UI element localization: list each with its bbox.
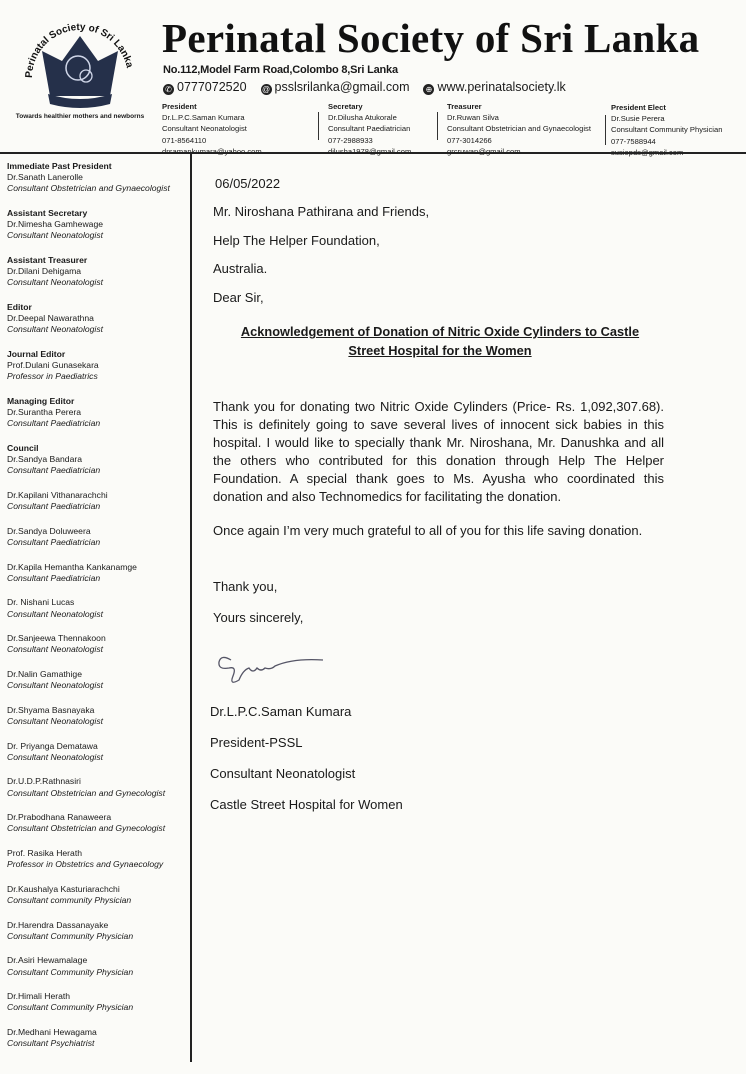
subject-line: Acknowledgement of Donation of Nitric Oxide Cylinders to Castle [240,324,640,339]
council-sidebar [7,161,189,1063]
phone-icon: ✆ [163,84,174,95]
member-position: Journal Editor [7,349,66,359]
member-position: Assistant Secretary [7,208,88,218]
member-name: Dr.Harendra Dassanayake [7,919,109,930]
member-title: Consultant Neonatologist [7,751,104,762]
member-title: Consultant Neonatologist [7,608,104,619]
member-title: Consultant Community Physician [7,1002,134,1013]
contact-line [163,80,566,95]
member-title: Consultant Paediatrician [7,418,101,429]
signer-name: Dr.L.P.C.Saman Kumara [210,704,352,719]
logo-tagline: Towards healthier mothers and newborns [15,113,145,120]
member-name: Dr.Nimesha Gamhewage [7,219,104,230]
officer-role: Treasurer [447,102,482,111]
council-member [7,255,189,289]
sidebar-rule [190,152,192,1062]
member-title: Consultant Neonatologist [7,644,104,655]
member-position: Immediate Past President [7,161,112,171]
officer-role: President Elect [611,103,666,112]
member-title: Consultant Obstetrician and Gynecologist [7,787,166,798]
member-name: Dr.Kapila Hemantha Kankanamge [7,561,137,572]
subject-line: Street Hospital for the Women [348,343,532,358]
member-position: Editor [7,302,32,312]
body-paragraph: Once again I’m very much grateful to all of you for this life saving donation. [213,523,643,538]
email[interactable]: psslsrilanka@gmail.com [274,80,410,94]
closing-sincerely: Yours sincerely, [213,610,304,625]
council-member [7,302,189,336]
council-member [7,955,189,977]
member-title: Consultant Community Physician [7,966,134,977]
member-name: Dr.Asiri Hewamalage [7,955,88,966]
member-name: Dr.Sanjeewa Thennakoon [7,633,106,644]
officer-phone: 077-7588944 [611,136,656,146]
officer-phone: 077-2988933 [328,135,373,145]
officer-role: President [162,102,197,111]
officer-president-elect [611,102,722,158]
council-member [7,490,189,512]
member-name: Dr.Himali Herath [7,991,71,1002]
member-title: Consultant Obstetrician and Gynaecologist [7,183,170,194]
council-member [7,349,189,383]
member-name: Prof.Dulani Gunasekara [7,360,99,371]
member-name: Dr.Nalin Gamathige [7,668,82,679]
member-position: Council [7,443,39,453]
member-title: Consultant Neonatologist [7,230,104,241]
member-title: Consultant Paediatrician [7,465,101,476]
recipient-country: Australia. [213,261,268,276]
signature [213,640,343,690]
member-title: Professor in Paediatrics [7,371,98,382]
member-name: Dr.Shyama Basnayaka [7,704,95,715]
globe-icon: ⊕ [423,84,434,95]
member-title: Consultant Paediatrician [7,501,101,512]
divider [437,112,438,140]
website[interactable]: www.perinatalsociety.lk [437,80,566,94]
member-name: Dr.Medhani Hewagama [7,1026,97,1037]
officer-phone: 071-8564110 [162,135,207,145]
council-member [7,396,189,430]
signer-role: President-PSSL [210,735,303,750]
member-title: Consultant Neonatologist [7,324,104,335]
member-name: Dr.Prabodhana Ranaweera [7,812,112,823]
salutation: Dear Sir, [213,290,264,305]
council-member [7,848,189,870]
council-member [7,920,189,942]
divider [318,112,319,140]
officer-secretary [328,101,411,157]
member-name: Dr. Priyanga Dematawa [7,740,98,751]
council-member [7,991,189,1013]
member-title: Consultant Paediatrician [7,572,101,583]
member-name: Dr.Dilani Dehigama [7,266,82,277]
letter-date: 06/05/2022 [215,176,281,191]
member-name: Dr.Deepal Nawarathna [7,313,94,324]
member-title: Consultant Psychiatrist [7,1038,95,1049]
member-name: Dr.U.D.P.Rathnasiri [7,776,81,787]
member-title: Consultant community Physician [7,894,132,905]
signer-organization: Castle Street Hospital for Women [210,797,403,812]
body-paragraph: Thank you for donating two Nitric Oxide Cylinders (Price- Rs. 1,092,307.68). This is definitely going to save several lives of innocent sick babies in this hospital. I would like to specially thank Mr. Niroshana, Mr. Danushka and all the others who contributed for this donation through Help The Helper Foundation. A special thank goes to Ms. Ayusha who coordinated this donation and also Technomedics for facilitating the donation. [213,399,664,504]
member-title: Consultant Neonatologist [7,277,104,288]
header-rule [0,152,746,154]
officer-name: Dr.Dilusha Atukorale [328,113,397,123]
officer-role: Secretary [328,102,363,111]
member-title: Professor in Obstetrics and Gynaecology [7,859,164,870]
member-title: Consultant Paediatrician [7,537,101,547]
officer-phone: 077-3014266 [447,135,492,145]
council-member [7,443,189,477]
member-name: Dr.Kapilani Vithanarachchi [7,490,108,500]
council-member [7,776,189,798]
recipient-organization: Help The Helper Foundation, [213,233,380,248]
council-member [7,633,189,655]
member-position: Managing Editor [7,396,75,406]
recipient: Mr. Niroshana Pathirana and Friends, [213,204,430,219]
officer-title: Consultant Obstetrician and Gynaecologist [447,124,591,134]
council-member [7,161,189,195]
officer-title: Consultant Community Physician [611,125,723,135]
phone: 0777072520 [177,80,247,94]
council-member [7,597,189,619]
officer-name: Dr.Ruwan Silva [447,113,499,123]
member-name: Dr.Surantha Perera [7,407,82,418]
officer-name: Dr.Susie Perera [611,114,665,124]
council-member [7,562,189,584]
member-title: Consultant Obstetrician and Gynecologist [7,823,166,834]
member-title: Consultant Community Physician [7,930,134,941]
subject [215,322,665,360]
officer-title: Consultant Paediatrician [328,124,411,134]
member-name: Dr.Sandya Doluweera [7,525,91,536]
council-member [7,1027,189,1049]
email-icon: @ [261,85,271,94]
member-position: Assistant Treasurer [7,255,88,265]
member-name: Dr.Sandya Bandara [7,454,83,465]
member-name: Dr.Sanath Lanerolle [7,172,83,183]
officer-name: Dr.L.P.C.Saman Kumara [162,113,245,123]
council-member [7,741,189,763]
officer-title: Consultant Neonatologist [162,124,247,134]
officer-treasurer [447,101,591,157]
signer-title: Consultant Neonatologist [210,766,356,781]
society-logo [10,6,150,131]
divider [605,115,606,145]
member-name: Prof. Rasika Herath [7,847,82,858]
address: No.112,Model Farm Road,Colombo 8,Sri Lanka [163,64,398,76]
member-title: Consultant Neonatologist [7,680,104,691]
council-member [7,884,189,906]
member-name: Dr. Nishani Lucas [7,597,75,608]
council-member [7,812,189,834]
council-member [7,526,189,548]
svg-text:Perinatal Society of Sri Lanka: Perinatal Society of Sri Lanka [23,21,135,79]
organization-title: Perinatal Society of Sri Lanka [162,15,700,61]
member-name: Dr.Kaushalya Kasturiarachchi [7,883,120,894]
council-member [7,669,189,691]
officer-president [162,101,262,157]
council-member [7,208,189,242]
council-member [7,705,189,727]
closing-thanks: Thank you, [213,579,278,594]
member-title: Consultant Neonatologist [7,715,104,726]
